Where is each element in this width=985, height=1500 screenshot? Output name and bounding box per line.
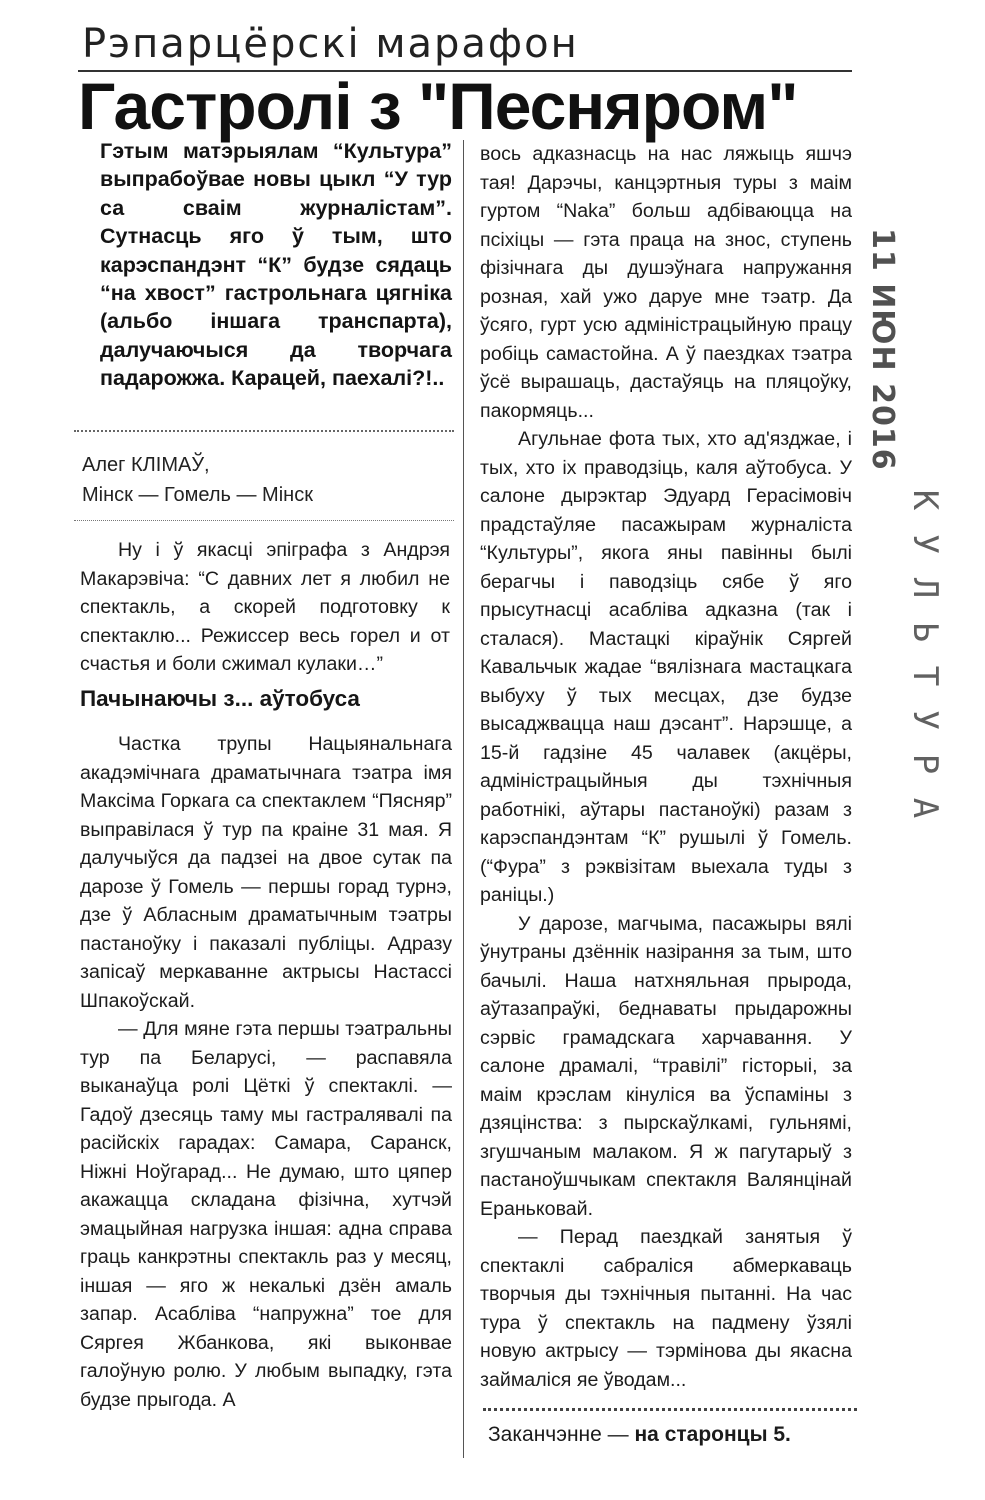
source-stamp-letter: К	[905, 489, 945, 511]
epigraph: Ну і ў якасці эпіграфа з Андрэя Макарэвіча: “С давних лет я любил не спектакль, а скорей подготовку к спектаклю... Режиссер весь горел и от счастья и боли сжимал кулаки…”	[80, 539, 450, 675]
source-stamp-letter: У	[905, 709, 945, 731]
right-paragraph: вось адказнасць на нас ляжыць яшчэ тая! Дарэчы, канцэртныя туры з маім гуртом “Naka” больш адбіваюцца на псіхіцы — гэта праца на знос, ступень фізічнага ды душэўнага напружання розная, хай ужо даруе мне тэатр. Да ўсяго, гурт усю адміністрацыйную працу робіць самастойна. А ў паездках тэатра ўсё вырашаць, дастаўяць на пляцоўку, пакормяць...	[480, 143, 852, 422]
lead-divider	[74, 430, 454, 432]
article-rubric: Рэпарцёрскі марафон	[82, 21, 579, 67]
left-column	[80, 730, 452, 1414]
source-stamp-letter: Т	[905, 665, 945, 687]
left-paragraph: — Для мяне гэта першы тэатральны тур па Беларусі, — распавяла выканаўца ролі Цёткі ў спектаклі. — Гадоў дзесяць таму мы гастралявалі па расійскіх гарадах: Самара, Саранск, Ніжні Ноўгарад... Не думаю, што цяпер акажацца складана фізічна, хутчэй эмацыйная нагрузка іншая: адна справа граць канкрэтны спектакль раз у месяц, іншая — яго ж некалькі дзён амаль запар. Асабліва “напружна” тое для Сяргея Жбанкова, які выконвае галоўную ролю. У любым выпадку, гэта будзе прыгода. А	[80, 1018, 452, 1411]
byline-divider	[74, 520, 454, 521]
right-paragraph: У дарозе, магчыма, пасажыры вялі ўнутраны дзённік назірання за тым, што бачылі. Наша натхняльная прырода, аўтазапраўкі, беднаваты прыдарожны сэрвіс грамадскага харчавання. У салоне драмалі, “травілі” гісторыі, за маім крэслам кінуліся ва ўспаміны з дзяцінства: з пырскаўлкамі, гульнямі, згушчаным малаком. Я ж пагутарыў з пастаноўшчыкам спектакля Валянцінай Ераньковай.	[480, 912, 852, 1220]
left-paragraph: Частка трупы Нацыянальнага акадэмічнага драматычнага тэатра імя Максіма Горкага са спектаклем “Пясняр” выправілася ў тур па краіне 31 мая. Я далучыўся да падзеі на двое сутак па дарозе ў Гомель — першы горад турнэ, дзе ў Абласным драматычным тэатры пастаноўку і паказалі публіцы. Адразу запісаў меркаванне актрысы Настассі Шпакоўскай.	[80, 733, 452, 1012]
byline	[82, 450, 452, 510]
date-stamp: 11 ИЮН 2016	[865, 228, 900, 471]
travel-route: Мінск — Гомель — Мінск	[82, 484, 313, 506]
source-stamp-letter: Р	[905, 753, 945, 775]
right-paragraph: Агульнае фота тых, хто ад'язджае, і тых, хто іх праводзіць, каля аўтобуса. У салоне дырэктар Эдуард Герасімовіч прадстаўляе пасажырам журналіста “Культуры”, якога яны павінны былі берагчы і паводзіць сябе ў яго прысутнасці асабліва адказна (так і сталася). Мастацкі кіраўнік Сяргей Кавальчык жадае “вялізнага мастацкага выбуху ў тых месцах, дзе будзе высаджвацца наш дэсант”. Нарэшце, а 15-й гадзіне 45 чалавек (акцёры, адміністрацыйныя ды тэхнічныя работнікі, аўтары пастаноўкі) разам з карэспандэнтам “К” рушылі ў Гомель. (“Фура” з рэквізітам выехала туды з раніцы.)	[480, 428, 852, 906]
right-paragraph: — Перад паездкай занятыя ў спектаклі сабраліся абмеркаваць творчыя ды тэхнічныя пытанні. На час тура ў спектакль на падмену ўзялі новую актрысу — тэрмінова ды якасна займаліся яе ўводам...	[480, 1226, 852, 1391]
section-subhead: Пачынаючы з... аўтобуса	[80, 686, 360, 711]
right-column	[480, 140, 852, 1394]
source-stamp-letter: А	[905, 797, 945, 819]
continuation-label: Заканчэнне —	[488, 1423, 629, 1446]
continuation-divider	[483, 1408, 857, 1411]
author-name: Алег КЛІМАЎ,	[82, 454, 210, 476]
source-stamp	[895, 478, 955, 830]
source-stamp-letter: Ь	[905, 621, 945, 643]
continuation-note	[488, 1421, 858, 1449]
article-headline: Гастролі з "Песняром"	[78, 69, 798, 143]
column-divider	[463, 140, 464, 1458]
source-stamp-letter: У	[905, 533, 945, 555]
continuation-page: на старонцы 5.	[634, 1423, 791, 1446]
source-stamp-letter: Л	[905, 577, 945, 599]
epigraph-column	[80, 536, 450, 679]
article-lead: Гэтым матэрыялам “Культура” выпрабоўвае новы цыкл “У тур са сваім журналістам”. Сутнасць яго ў тым, што карэспандэнт “К” будзе сядаць “на хвост” гастрольнага цягніка (альбо іншага транспарта), далучаючыся да творчага падарожжа. Карацей, паехалі?!..	[100, 139, 452, 391]
